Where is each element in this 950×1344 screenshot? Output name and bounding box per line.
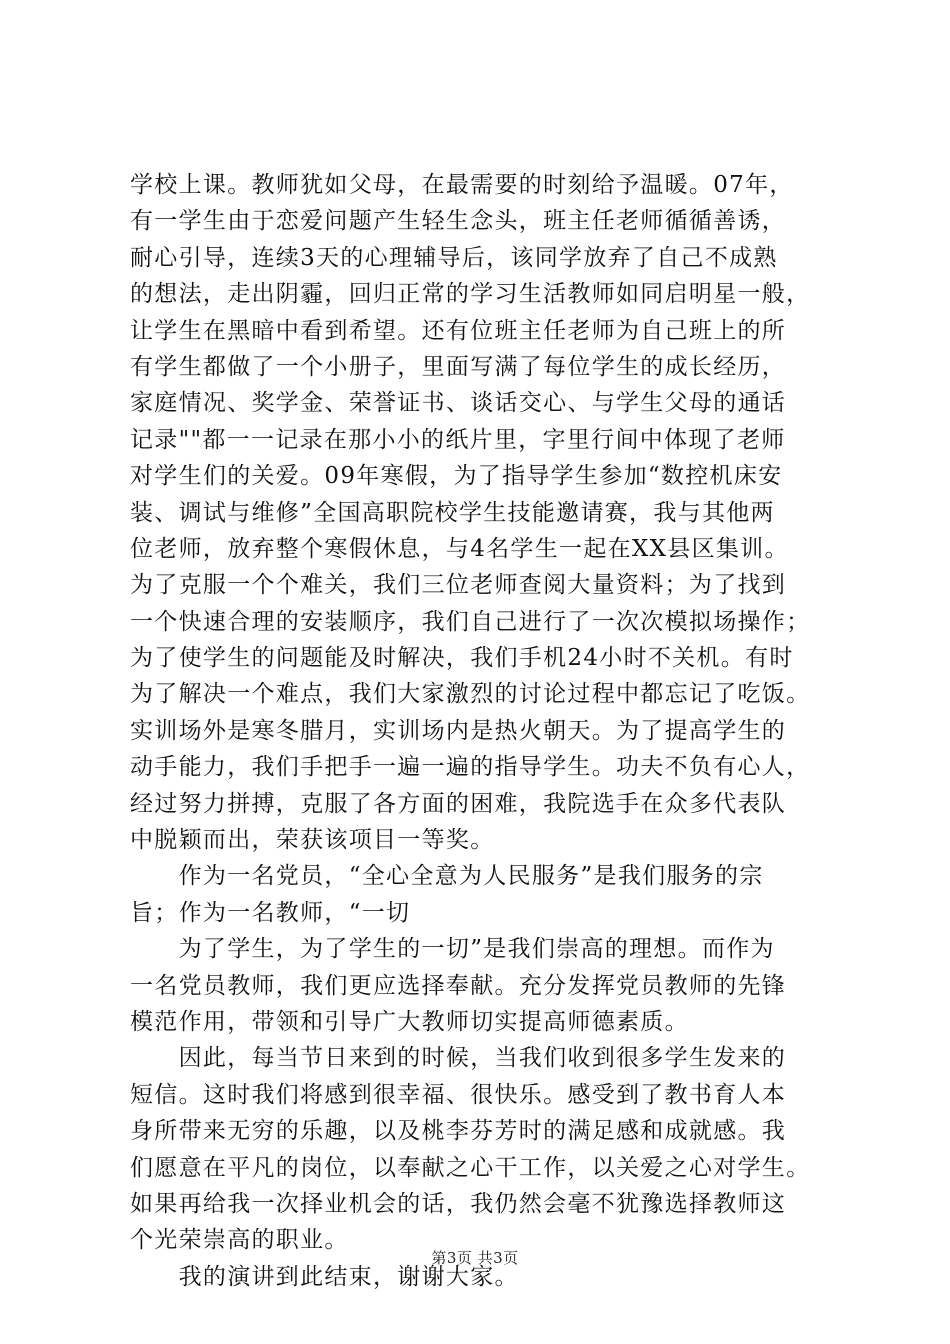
text-line: 家庭情况、奖学金、荣誉证书、谈话交心、与学生父母的通话 (130, 390, 787, 417)
text-line: 们愿意在平凡的岗位，以奉献之心干工作，以关爱之心对学生。 (130, 1154, 811, 1181)
text-line: 实训场外是寒冬腊月，实训场内是热火朝天。为了提高学生的 (130, 717, 787, 744)
text-line: 位老师，放弃整个寒假休息，与4名学生一起在XX县区集训。 (130, 535, 789, 562)
text-line: 为了使学生的问题能及时解决，我们手机24小时不关机。有时 (130, 645, 794, 672)
text-line: 模范作用，带领和引导广大教师切实提高师德素质。 (130, 1008, 689, 1035)
text-line: 学校上课。教师犹如父母，在最需要的时刻给予温暖。07年， (130, 172, 794, 198)
text-line: 有一学生由于恋爱问题产生轻生念头，班主任老师循循善诱， (130, 208, 787, 235)
text-line: 旨；作为一名教师，“一切 (130, 899, 411, 926)
page-number-footer: 第3页 共3页 (431, 1249, 519, 1267)
text-line: 耐心引导，连续3天的心理辅导后，该同学放弃了自己不成熟 (130, 244, 778, 271)
text-line: 为了学生，为了学生的一切”是我们崇高的理想。而作为 (130, 936, 775, 963)
text-line: 身所带来无穷的乐趣，以及桃李芬芳时的满足感和成就感。我 (130, 1118, 787, 1145)
text-line: 短信。这时我们将感到很幸福、很快乐。感受到了教书育人本 (130, 1081, 787, 1108)
text-line: 一个快速合理的安装顺序，我们自己进行了一次次模拟场操作； (130, 608, 811, 635)
text-line: 一名党员教师，我们更应选择奉献。充分发挥党员教师的先锋 (130, 972, 787, 999)
text-line: 让学生在黑暗中看到希望。还有位班主任老师为自己班上的所 (130, 317, 787, 344)
text-line: 对学生们的关爱。09年寒假，为了指导学生参加“数控机床安 (130, 463, 783, 490)
text-line: 如果再给我一次择业机会的话，我仍然会毫不犹豫选择教师这 (130, 1190, 787, 1217)
text-line: 为了克服一个个难关，我们三位老师查阅大量资料；为了找到 (130, 572, 787, 599)
text-line: 个光荣崇高的职业。 (130, 1227, 349, 1254)
speech-body (130, 167, 850, 1295)
text-line: 有学生都做了一个小册子，里面写满了每位学生的成长经历， (130, 353, 787, 380)
text-line: 动手能力，我们手把手一遍一遍的指导学生。功夫不负有心人， (130, 754, 811, 781)
text-line: 中脱颖而出，荣获该项目一等奖。 (130, 827, 495, 854)
text-line: 我的演讲到此结束，谢谢大家。 (130, 1263, 519, 1290)
text-line: 因此，每当节日来到的时候，当我们收到很多学生发来的 (130, 1045, 787, 1072)
text-line: 记录""都一一记录在那小小的纸片里，字里行间中体现了老师 (130, 426, 786, 453)
text-line: 为了解决一个难点，我们大家激烈的讨论过程中都忘记了吃饭。 (130, 681, 811, 708)
text-line: 作为一名党员，“全心全意为人民服务”是我们服务的宗 (130, 863, 764, 890)
text-line: 的想法，走出阴霾，回归正常的学习生活教师如同启明星一般， (130, 281, 811, 308)
text-line: 经过努力拼搏，克服了各方面的困难，我院选手在众多代表队 (130, 790, 787, 817)
text-line: 装、调试与维修”全国高职院校学生技能邀请赛，我与其他两 (130, 499, 775, 526)
